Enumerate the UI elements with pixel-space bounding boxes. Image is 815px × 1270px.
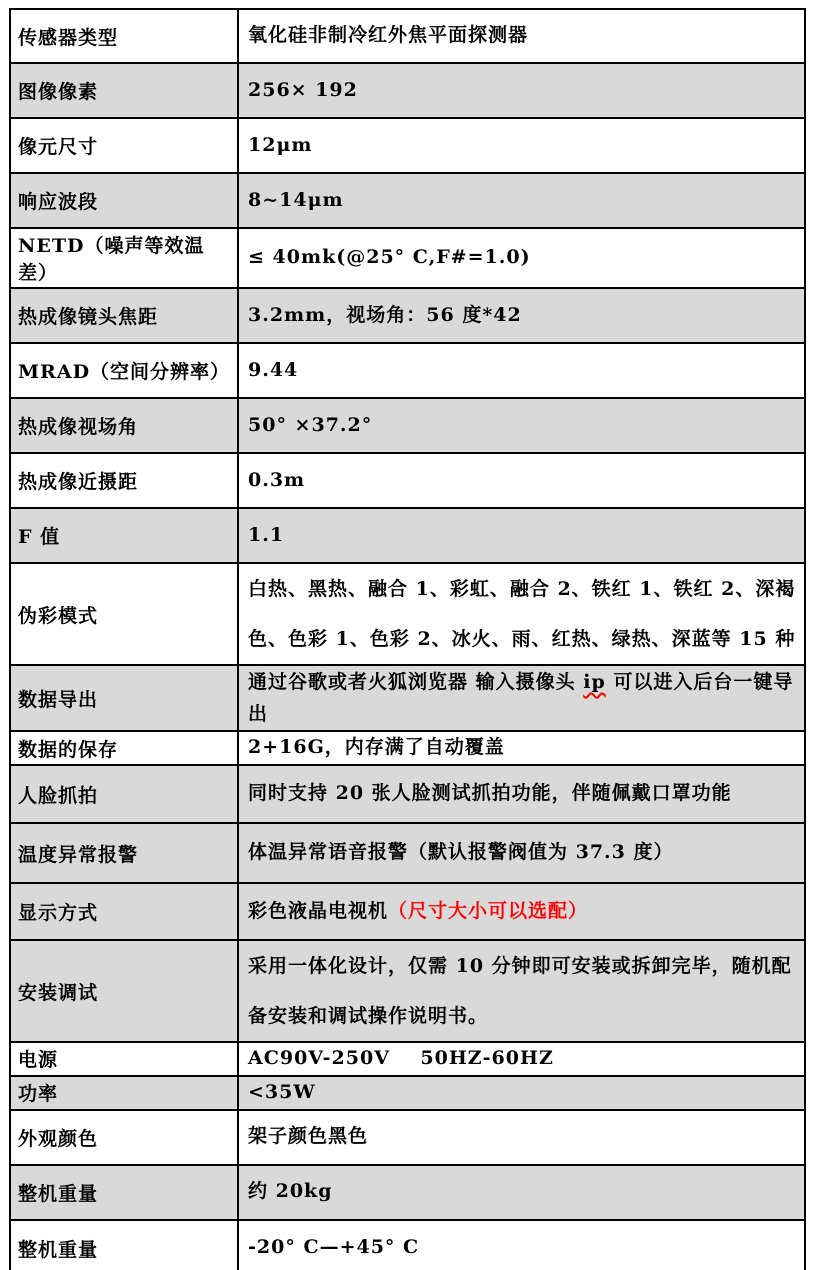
spec-value-cell: [238, 9, 805, 63]
value-text: ≤ 40mk(@25° C,F#=1.0): [248, 246, 531, 269]
spec-table-body: [10, 9, 805, 1270]
spec-value-cell: [238, 288, 805, 343]
table-row: [10, 765, 805, 823]
table-row: [10, 398, 805, 453]
spec-label-cell: 人脸抓拍: [10, 765, 238, 823]
spec-label-cell: 图像像素: [10, 63, 238, 118]
table-row: [10, 1220, 805, 1270]
spec-value-cell: [238, 1220, 805, 1270]
spec-label-cell: 显示方式: [10, 883, 238, 940]
spec-label-cell: 外观颜色: [10, 1110, 238, 1165]
spec-value-cell: [238, 823, 805, 883]
spec-value-cell: [238, 118, 805, 173]
spec-label-cell: 功率: [10, 1076, 238, 1110]
spec-table: [9, 8, 806, 1270]
spec-label-cell: 伪彩模式: [10, 563, 238, 665]
spec-label-cell: F 值: [10, 508, 238, 563]
spec-value-cell: [238, 1042, 805, 1076]
value-text: 体温异常语音报警（默认报警阀值为 37.3 度）: [248, 841, 674, 864]
spec-label-cell: 热成像镜头焦距: [10, 288, 238, 343]
spec-value-cell: [238, 228, 805, 288]
table-row: [10, 1110, 805, 1165]
value-text: 氧化硅非制冷红外焦平面探测器: [248, 24, 529, 47]
table-row: [10, 883, 805, 940]
value-text: -20° C—+45° C: [248, 1236, 420, 1259]
spec-label-cell: NETD（噪声等效温差）: [10, 228, 238, 288]
spec-label-cell: 数据导出: [10, 665, 238, 731]
value-text: 12μm: [248, 133, 313, 156]
spec-label-cell: 整机重量: [10, 1165, 238, 1220]
table-row: [10, 288, 805, 343]
spec-value-cell: [238, 173, 805, 228]
value-text: 约 20kg: [248, 1180, 333, 1203]
value-text: 架子颜色黑色: [248, 1125, 369, 1148]
value-text: 采用一体化设计，仅需 10 分钟即可安装或拆卸完毕，随机配备安装和调试操作说明书。: [248, 955, 792, 1027]
spec-value-cell: [238, 508, 805, 563]
spec-label-cell: 安装调试: [10, 940, 238, 1042]
value-text: 白热、黑热、融合 1、彩虹、融合 2、铁红 1、铁红 2、深褐色、色彩 1、色彩 2、冰火、雨、红热、绿热、深蓝等 15 种: [248, 578, 796, 650]
spec-label-cell: 整机重量: [10, 1220, 238, 1270]
value-text: 1.1: [248, 523, 285, 546]
spec-value-cell: [238, 1165, 805, 1220]
table-row: [10, 665, 805, 731]
spec-label-cell: MRAD（空间分辨率）: [10, 343, 238, 398]
spec-value-cell: [238, 1076, 805, 1110]
table-row: [10, 1042, 805, 1076]
spec-value-cell: [238, 940, 805, 1042]
spec-value-cell: [238, 563, 805, 665]
table-row: [10, 9, 805, 63]
value-text: 同时支持 20 张人脸测试抓拍功能，伴随佩戴口罩功能: [248, 782, 732, 805]
table-row: [10, 940, 805, 1042]
spec-label-cell: 响应波段: [10, 173, 238, 228]
spec-value-cell: [238, 453, 805, 508]
value-text: 0.3m: [248, 468, 306, 491]
spec-label-cell: 热成像近摄距: [10, 453, 238, 508]
value-text: 3.2mm，视场角：56 度*42: [248, 303, 522, 326]
value-text: 彩色液晶电视机: [248, 899, 389, 922]
table-row: [10, 453, 805, 508]
value-text: 8~14μm: [248, 188, 344, 211]
table-row: [10, 508, 805, 563]
spec-value-cell: [238, 765, 805, 823]
spec-label-cell: 像元尺寸: [10, 118, 238, 173]
table-row: [10, 173, 805, 228]
value-text: AC90V-250V 50HZ-60HZ: [248, 1047, 554, 1069]
spec-value-cell: [238, 343, 805, 398]
spec-label-cell: 传感器类型: [10, 9, 238, 63]
value-text: <35W: [248, 1080, 316, 1103]
table-row: [10, 343, 805, 398]
spec-label-cell: 电源: [10, 1042, 238, 1076]
table-row: [10, 563, 805, 665]
spec-label-cell: 数据的保存: [10, 731, 238, 765]
table-row: [10, 823, 805, 883]
spec-label-cell: 热成像视场角: [10, 398, 238, 453]
value-text: 通过谷歌或者火狐浏览器 输入摄像头: [248, 671, 584, 693]
spec-label-cell: 温度异常报警: [10, 823, 238, 883]
highlighted-text: （尺寸大小可以选配）: [388, 899, 589, 922]
table-row: [10, 1165, 805, 1220]
table-row: [10, 1076, 805, 1110]
misspelled-word: ip: [583, 671, 606, 693]
spec-value-cell: [238, 398, 805, 453]
spec-value-cell: [238, 665, 805, 731]
value-text: 9.44: [248, 358, 299, 381]
value-text: 2+16G，内存满了自动覆盖: [248, 736, 505, 759]
value-text: 50° ×37.2°: [248, 413, 373, 436]
value-text: 可以进入后台一键导出: [248, 671, 794, 725]
spec-value-cell: [238, 883, 805, 940]
spec-value-cell: [238, 1110, 805, 1165]
table-row: [10, 63, 805, 118]
spec-value-cell: [238, 63, 805, 118]
table-row: [10, 228, 805, 288]
spec-value-cell: [238, 731, 805, 765]
value-text: 256× 192: [248, 78, 358, 101]
table-row: [10, 118, 805, 173]
table-row: [10, 731, 805, 765]
